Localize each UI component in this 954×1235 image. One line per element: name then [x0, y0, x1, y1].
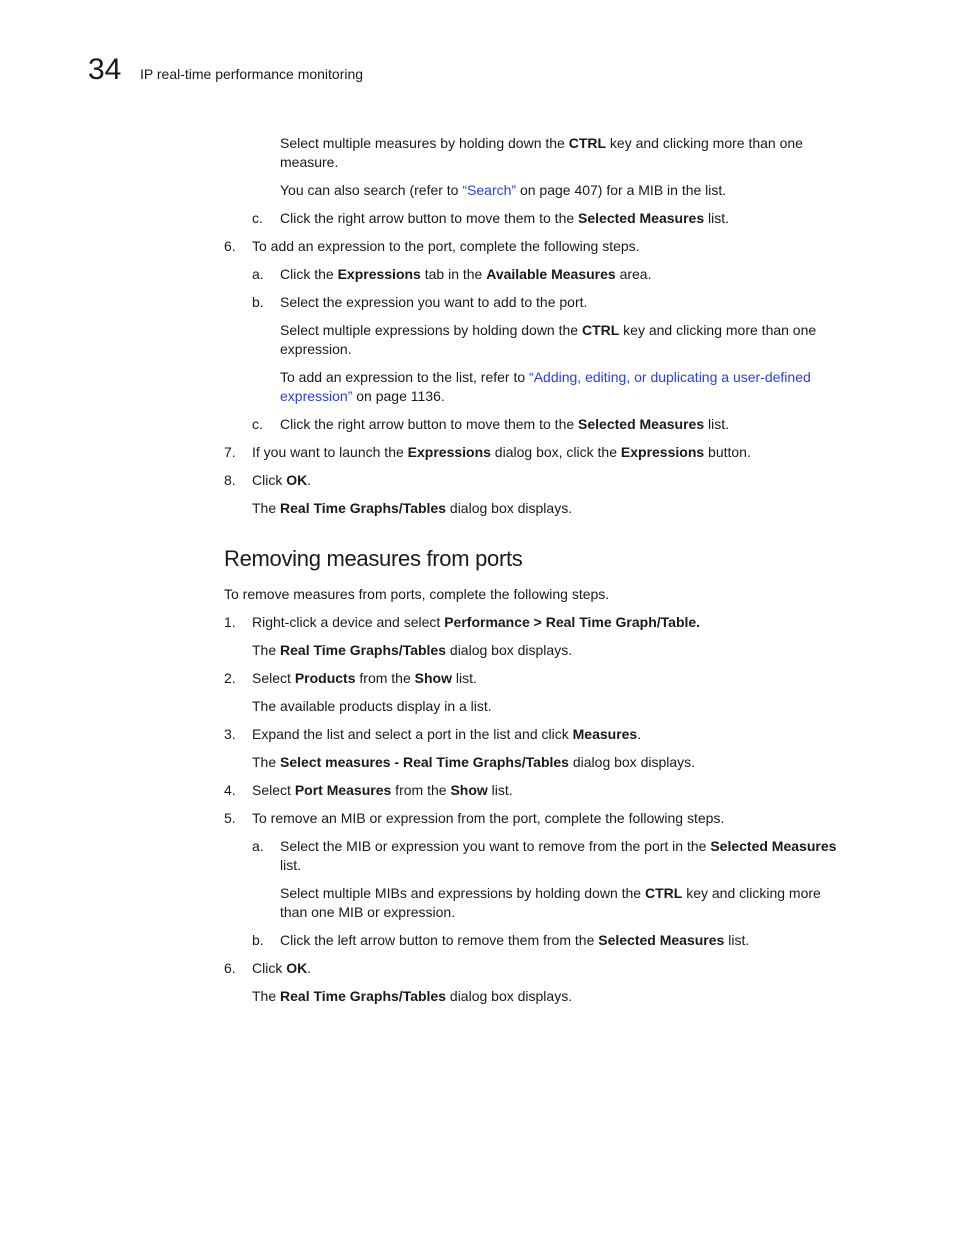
chapter-number: 34	[88, 53, 122, 86]
step-label: 7.	[224, 444, 236, 460]
step-3-expand-list: Expand the list and select a port in the list and click Measures.	[252, 726, 642, 742]
step-b-select-expression: Select the expression you want to add to the port.	[280, 294, 588, 310]
step-3-result: The Select measures - Real Time Graphs/Tables dialog box displays.	[252, 754, 696, 770]
step-b-move-left: Click the left arrow button to remove them from the Selected Measures list.	[280, 932, 750, 948]
step-4-select-port-measures: Select Port Measures from the Show list.	[252, 782, 513, 798]
step-5-remove-mib: To remove an MIB or expression from the port, complete the following steps.	[252, 810, 725, 826]
step-label: 5.	[224, 810, 236, 826]
step-1-result: The Real Time Graphs/Tables dialog box displays.	[252, 642, 573, 658]
step-6-result: The Real Time Graphs/Tables dialog box displays.	[252, 988, 573, 1004]
paragraph-add-expression-ref: To add an expression to the list, refer to “Adding, editing, or duplicating a user-defined	[280, 369, 811, 385]
paragraph-multi-mibs: Select multiple MIBs and expressions by holding down the CTRL key and clicking more	[280, 885, 821, 901]
chapter-title: IP real-time performance monitoring	[140, 66, 364, 82]
step-label: b.	[252, 294, 264, 310]
step-8-result: The Real Time Graphs/Tables dialog box displays.	[252, 500, 573, 516]
step-label: c.	[252, 210, 263, 226]
search-link[interactable]: “Search”	[462, 182, 517, 198]
step-c-move-right-2: Click the right arrow button to move them to the Selected Measures list.	[280, 416, 729, 432]
adding-expression-link[interactable]: “Adding, editing, or duplicating a user-defined	[529, 369, 811, 385]
step-label: a.	[252, 266, 264, 282]
paragraph-multi-measures-cont: measure.	[280, 154, 339, 170]
adding-expression-link-cont[interactable]: expression”	[280, 388, 353, 404]
paragraph-multi-measures: Select multiple measures by holding down the CTRL key and clicking more than one	[280, 135, 803, 151]
paragraph-search-ref: You can also search (refer to “Search” on page 407) for a MIB in the list.	[280, 182, 727, 198]
step-7-launch-expressions: If you want to launch the Expressions dialog box, click the Expressions button.	[252, 444, 751, 460]
step-a-select-mib-cont: list.	[280, 857, 301, 873]
step-1-right-click: Right-click a device and select Performance > Real Time Graph/Table.	[252, 614, 701, 630]
step-label: 4.	[224, 782, 236, 798]
step-label: 6.	[224, 238, 236, 254]
step-label: c.	[252, 416, 263, 432]
step-label: 1.	[224, 614, 236, 630]
section-heading: Removing measures from ports	[224, 546, 523, 571]
step-8-click-ok: Click OK.	[252, 472, 312, 488]
step-label: 2.	[224, 670, 236, 686]
step-label: 8.	[224, 472, 236, 488]
paragraph-multi-expressions: Select multiple expressions by holding down the CTRL key and clicking more than one	[280, 322, 817, 338]
step-c-move-right: Click the right arrow button to move them to the Selected Measures list.	[280, 210, 729, 226]
step-2-select-products: Select Products from the Show list.	[252, 670, 477, 686]
step-a-select-mib: Select the MIB or expression you want to remove from the port in the Selected Measures	[280, 838, 837, 854]
section-intro: To remove measures from ports, complete the following steps.	[224, 586, 610, 602]
paragraph-multi-mibs-cont: than one MIB or expression.	[280, 904, 456, 920]
paragraph-multi-expressions-cont: expression.	[280, 341, 352, 357]
step-a-expressions-tab: Click the Expressions tab in the Available Measures area.	[280, 266, 652, 282]
step-6-add-expression: To add an expression to the port, complete the following steps.	[252, 238, 640, 254]
step-2-result: The available products display in a list.	[252, 698, 492, 714]
step-label: b.	[252, 932, 264, 948]
step-label: 6.	[224, 960, 236, 976]
step-label: a.	[252, 838, 264, 854]
step-6-click-ok: Click OK.	[252, 960, 312, 976]
paragraph-add-expression-ref-cont: expression” on page 1136.	[280, 388, 445, 404]
step-label: 3.	[224, 726, 236, 742]
